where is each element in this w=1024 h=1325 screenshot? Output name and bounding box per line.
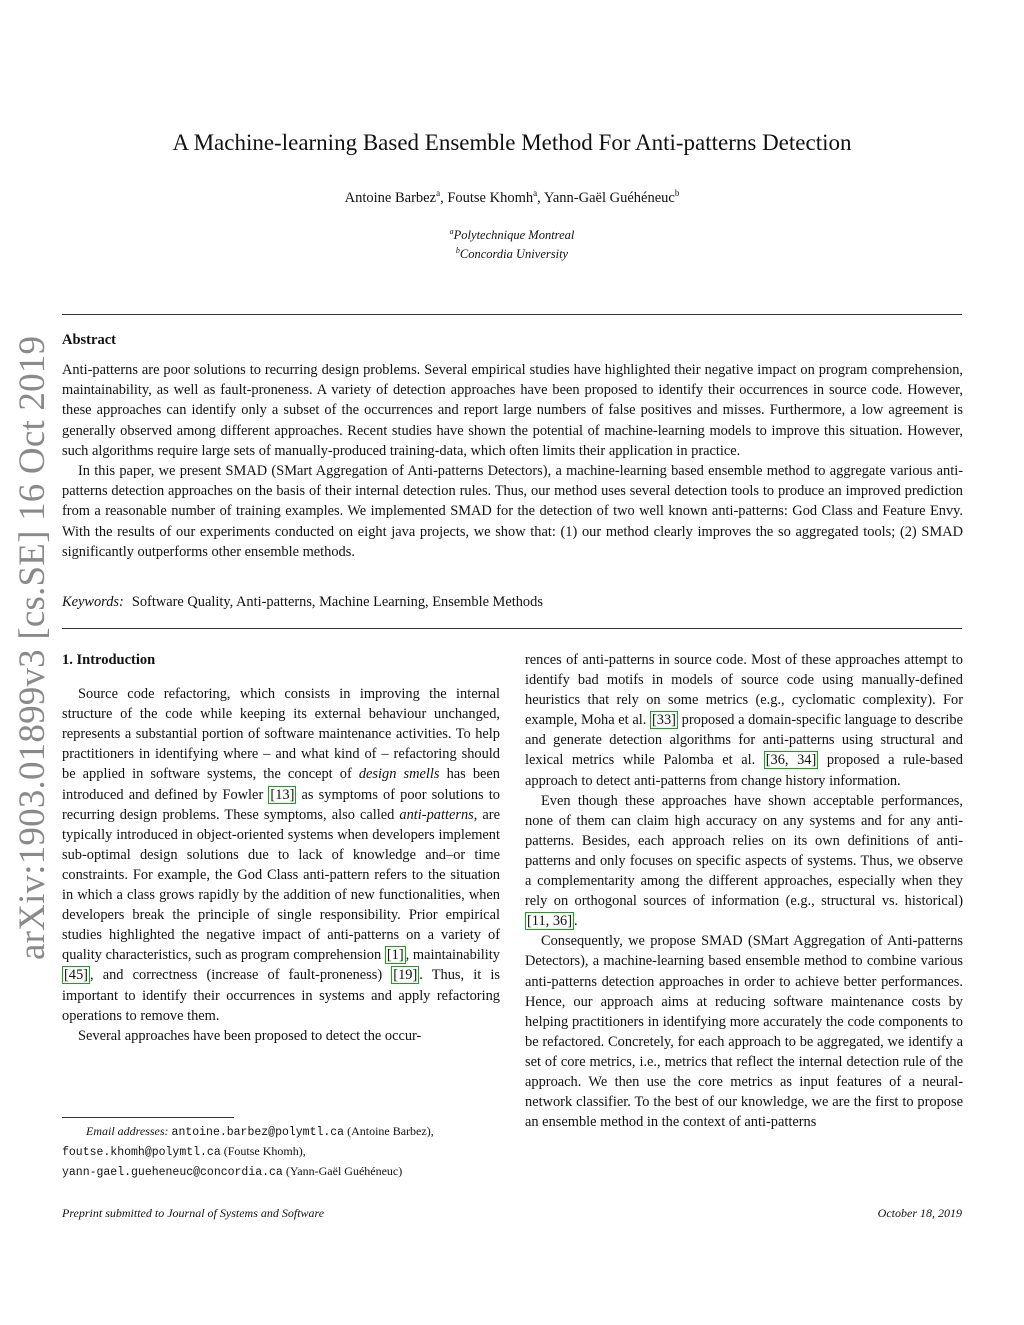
- abstract-bottom-rule: [62, 628, 962, 629]
- citation-link[interactable]: [36, 34]: [765, 752, 817, 769]
- author-name: Yann-Gaël Guéhéneuc: [543, 190, 675, 206]
- keywords-label: Keywords:: [62, 594, 124, 610]
- footer-date: October 18, 2019: [877, 1206, 962, 1220]
- author-affil-mark: a: [436, 188, 441, 198]
- footer-venue: Preprint submitted to Journal of Systems and Software: [62, 1206, 325, 1220]
- keywords: [62, 594, 543, 611]
- citation-link[interactable]: [19]: [393, 967, 418, 984]
- footnote-label: Email addresses:: [86, 1124, 169, 1138]
- footnote-emails: Email addresses: antoine.barbez@polymtl.ca (Antoine Barbez), foutse.khomh@polymtl.ca (Foutse Khomh), yann-gael.gueheneuc@concordia.ca (Yann-Gaël Guéhéneuc): [62, 1124, 434, 1179]
- abstract-paragraph: In this paper, we present SMAD (SMart Aggregation of Anti-patterns Detectors), a machine-learning based ensemble method to aggregate various anti-patterns detection approaches on the basis of their internal detection rules. Thus, our method uses several detection tools to produce an improved prediction from a reasonable number of training examples. We implemented SMAD for the detection of two well known anti-patterns: God Class and Feature Envy. With the results of our experiments conducted on eight java projects, we show that: (1) our method clearly improves the so aggregated tools; (2) SMAD significantly outperforms other ensemble methods.: [62, 463, 963, 560]
- email-address: foutse.khomh@polymtl.ca: [62, 1146, 221, 1159]
- affiliation-list: [0, 224, 1024, 262]
- abstract-body: [62, 360, 963, 562]
- body-paragraph: rences of anti-patterns in source code. Most of these approaches attempt to identify bad motifs in models of source code using manually-defined heuristics that rely on some metrics (e.g., cyclomatic complexity). For example, Moha et al. [33] proposed a domain-specific language to describe and generate detection algorithms for anti-patterns using structural and lexical metrics while Palomba et al. [36, 34] proposed a rule-based approach to detect anti-patterns from change history information.: [525, 652, 964, 789]
- arxiv-identifier: arXiv:1903.01899v3 [cs.SE] 16 Oct 2019: [12, 335, 53, 960]
- citation-link[interactable]: [45]: [64, 967, 88, 984]
- email-address: yann-gael.gueheneuc@concordia.ca: [62, 1166, 283, 1179]
- body-paragraph: Several approaches have been proposed to detect the occur-: [78, 1027, 422, 1044]
- paper-title: A Machine-learning Based Ensemble Method For Anti-patterns Detection: [172, 130, 852, 155]
- abstract-paragraph: Anti-patterns are poor solutions to recurring design problems. Several empirical studies have highlighted their negative impact on program comprehension, maintainability, as well as fault-proneness. A variety of detection approaches have been proposed to identify their occurrences in source code. However, these approaches can identify only a subset of the occurrences and report large numbers of false positives and misses. Furthermore, a low agreement is generally observed among different approaches. Recent studies have shown the potential of machine-learning models to improve this situation. However, such algorithms require large sets of manually-produced training-data, which often limits their application in practice.: [62, 362, 963, 459]
- section-heading: 1. Introduction: [62, 652, 156, 668]
- body-paragraph: Source code refactoring, which consists in improving the internal structure of the code while keeping its external behaviour unchanged, represents a substantial portion of software maintenance activities. To help practitioners in identifying where – and what kind of – refactoring should be applied in software systems, the concept of design smells has been introduced and defined by Fowler [13] as symptoms of poor solutions to recurring design problems. These symptoms, also called anti-patterns, are typically introduced in object-oriented systems when developers implement sub-optimal design solutions due to lack of knowledge and–or time constraints. For example, the God Class anti-pattern refers to the situation in which a class grows rapidly by the addition of new functionalities, when developers break the principle of single responsibility. Prior empirical studies highlighted the negative impact of anti-patterns on a variety of quality characteristics, such as program comprehension [1] , maintainability [45] , and correctness (increase of fault-proneness) [19] . Thus, it is important to identify their occurrences in systems and apply refactoring operations to remove them.: [62, 686, 501, 1024]
- citation-link[interactable]: [13]: [270, 786, 295, 803]
- citation-link[interactable]: [1]: [386, 947, 404, 964]
- email-address: antoine.barbez@polymtl.ca: [171, 1126, 345, 1139]
- citation-link[interactable]: [11, 36]: [527, 913, 573, 930]
- body-paragraph: Consequently, we propose SMAD (SMart Aggregation of Anti-patterns Detectors), a machine-learning based ensemble method to combine various anti-patterns detection approaches in order to achieve better performances. Hence, our approach aims at reducing software maintenance costs by helping practitioners in identifying more accurately the code components to be refactored. Concretely, for each approach to be aggregated, we identify a set of core metrics, i.e., metrics that reflect the internal detection rule of the approach. We then use the core metrics as input features of a neural-network classifier. To the best of our knowledge, we are the first to propose an ensemble method in the context of anti-patterns: [525, 933, 963, 1131]
- author-name: Foutse Khomh: [447, 190, 534, 206]
- keywords-value: Software Quality, Anti-patterns, Machine Learning, Ensemble Methods: [131, 594, 543, 610]
- author-name: Antoine Barbez: [344, 190, 437, 206]
- affiliation: $^b$Concordia University: [455, 246, 569, 261]
- abstract-heading: Abstract: [62, 332, 116, 348]
- abstract-top-rule: [62, 314, 962, 315]
- right-column: [525, 650, 963, 1132]
- footnote-rule: [62, 1117, 234, 1118]
- author-affil-mark: b: [674, 188, 680, 198]
- citation-link[interactable]: [33]: [652, 712, 676, 729]
- affiliation: $^a$Polytechnique Montreal: [449, 227, 575, 242]
- left-column: [62, 650, 500, 1046]
- author-affil-mark: a: [533, 188, 538, 198]
- arxiv-stamp: [12, 335, 60, 960]
- author-list: Antoine Barbez$^a$, Foutse Khomh$^a$, Yann-Gaël Guéhéneuc$^b$: [344, 188, 680, 206]
- body-paragraph: Even though these approaches have shown acceptable performances, none of them can claim high accuracy on any systems and for any anti-patterns. Besides, each approach relies on its own definitions of anti-patterns and only focuses on specific aspects of systems. Thus, we observe a complementarity among the different approaches, especially when they rely on orthogonal sources of information (e.g., structural vs. historical) [11, 36] .: [525, 792, 963, 930]
